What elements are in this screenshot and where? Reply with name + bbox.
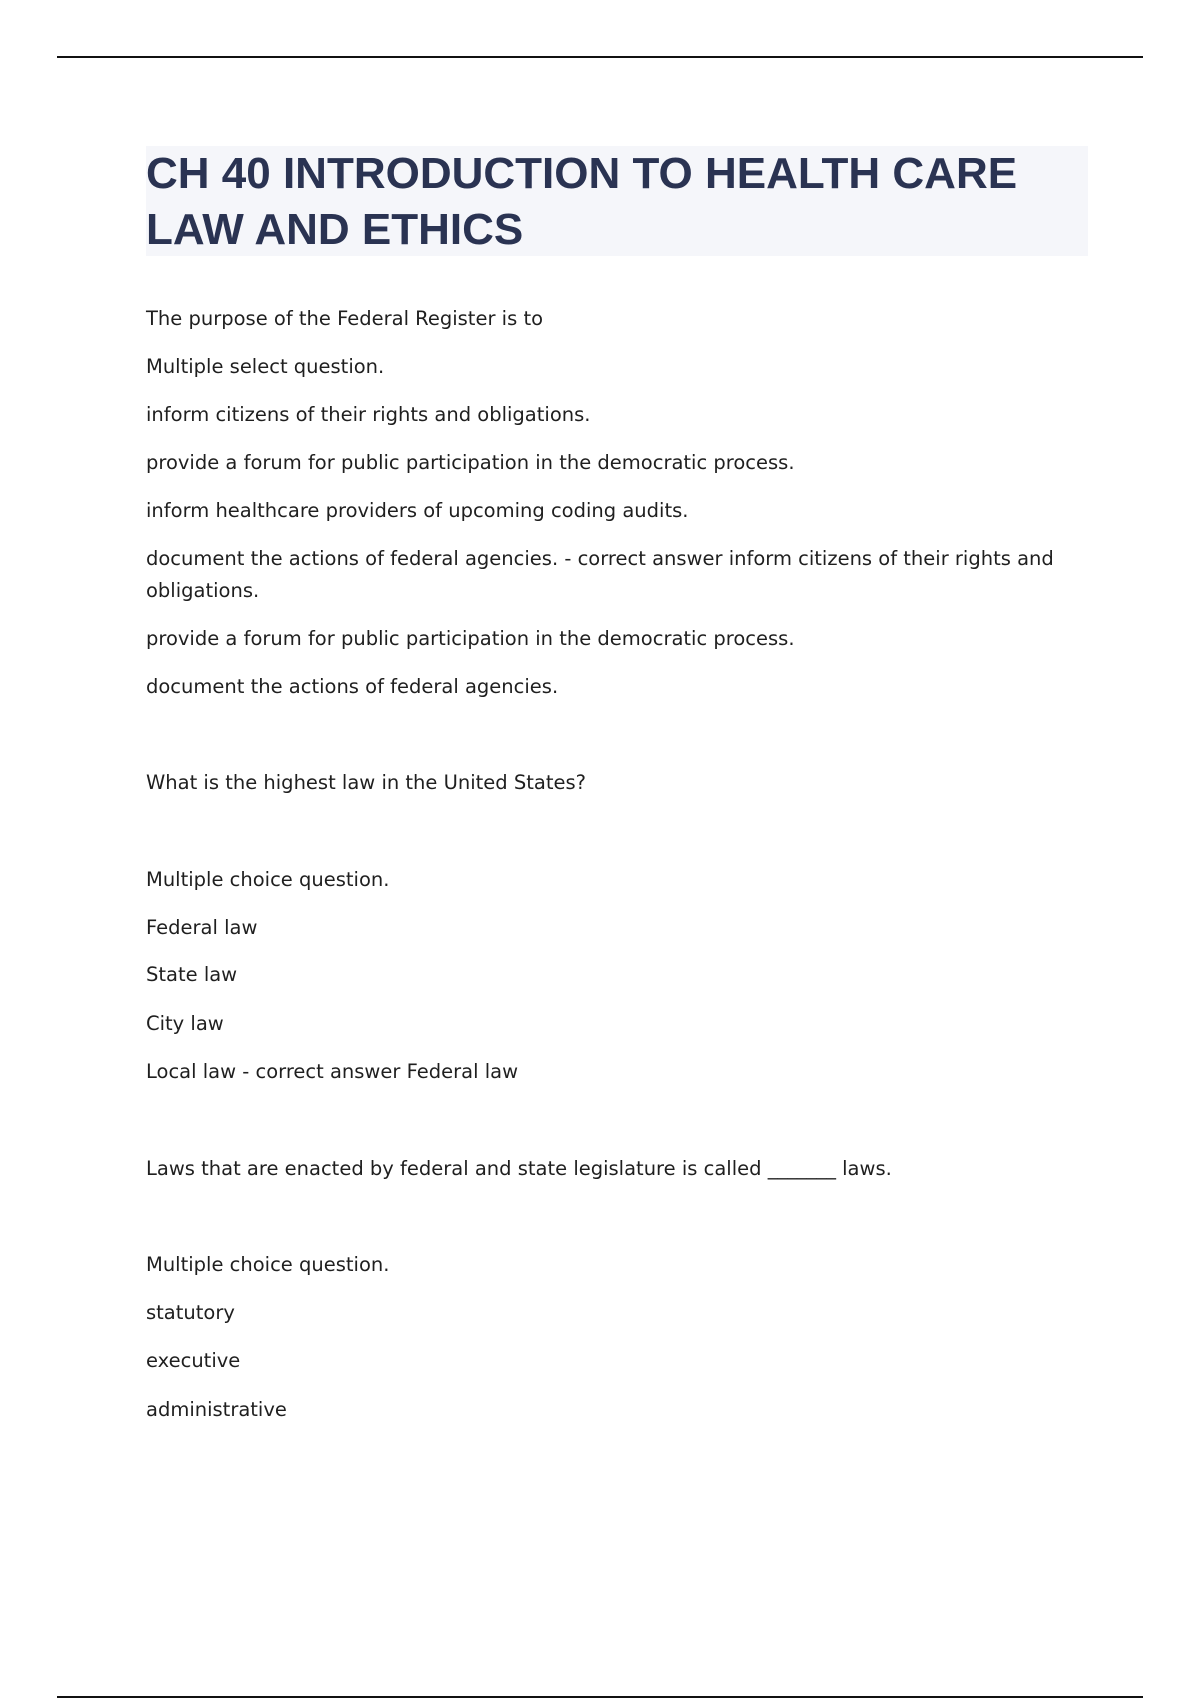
question-1-answer: document the actions of federal agencies. - correct answer inform citizens of their rights and obligations.: [146, 547, 1054, 602]
question-2-stem: What is the highest law in the United States?: [146, 771, 587, 794]
title-banner: [146, 146, 1088, 256]
question-1-type: Multiple select question.: [146, 355, 385, 378]
question-3-type: Multiple choice question.: [146, 1253, 390, 1276]
question-1-answer-line: document the actions of federal agencies.: [146, 675, 559, 698]
question-3-option: administrative: [146, 1398, 287, 1421]
question-1-answer-line: provide a forum for public participation in the democratic process.: [146, 627, 795, 650]
question-3-option: statutory: [146, 1301, 235, 1324]
question-1-stem: The purpose of the Federal Register is to: [146, 307, 544, 330]
question-2-option: State law: [146, 963, 238, 986]
top-rule: [57, 56, 1143, 58]
question-2-option: City law: [146, 1012, 224, 1035]
question-2-option: Federal law: [146, 916, 258, 939]
document-title: CH 40 INTRODUCTION TO HEALTH CARE LAW AND ETHICS: [146, 149, 1018, 254]
question-2-answer: Local law - correct answer Federal law: [146, 1060, 519, 1083]
question-2-type: Multiple choice question.: [146, 868, 390, 891]
question-1-option: provide a forum for public participation in the democratic process.: [146, 451, 795, 474]
question-3-option: executive: [146, 1349, 241, 1372]
question-1-option: inform healthcare providers of upcoming coding audits.: [146, 499, 689, 522]
bottom-rule: [57, 1696, 1143, 1698]
question-1-option: inform citizens of their rights and obligations.: [146, 403, 591, 426]
question-3-stem: Laws that are enacted by federal and state legislature is called _______ laws.: [146, 1157, 892, 1180]
